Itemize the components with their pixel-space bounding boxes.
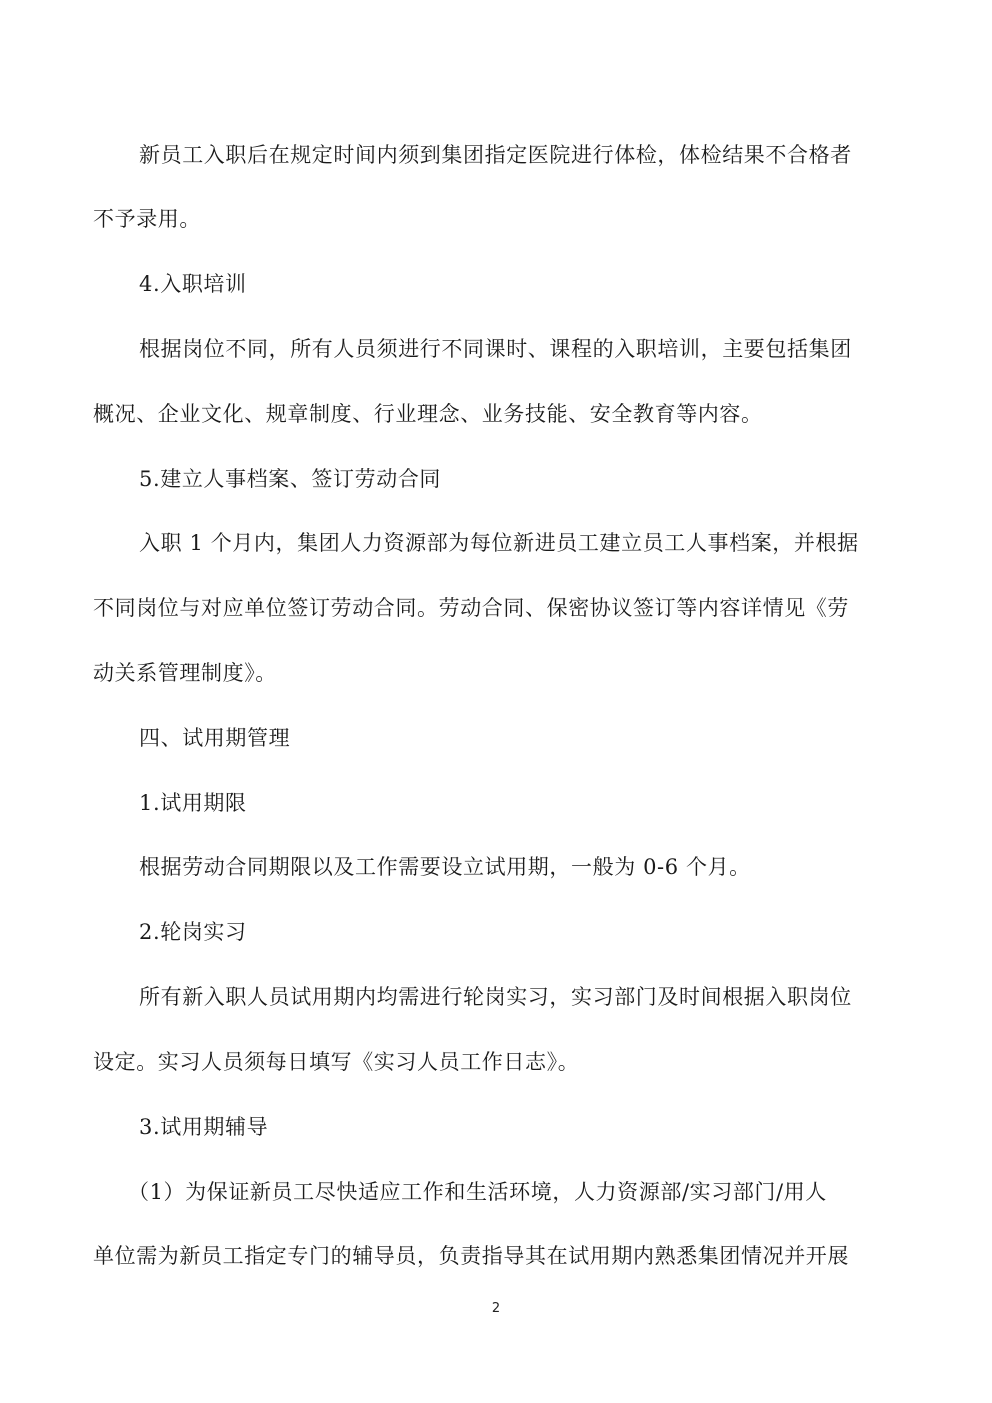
heading-probation-period: 1.试用期限 <box>139 791 247 815</box>
heading-probation-coaching: 3.试用期辅导 <box>139 1115 269 1139</box>
paragraph-medical-exam-line-2: 不予录用。 <box>93 207 201 231</box>
paragraph-personnel-file-line-1: 入职 1 个月内，集团人力资源部为每位新进员工建立员工人事档案，并根据 <box>139 531 859 555</box>
paragraph-personnel-file-line-2: 不同岗位与对应单位签订劳动合同。劳动合同、保密协议签订等内容详情见《劳 <box>93 596 849 620</box>
section-heading-probation-management: 四、试用期管理 <box>139 726 291 750</box>
paragraph-training-line-1: 根据岗位不同，所有人员须进行不同课时、课程的入职培训，主要包括集团 <box>139 337 852 361</box>
paragraph-training-line-2: 概况、企业文化、规章制度、行业理念、业务技能、安全教育等内容。 <box>93 402 763 426</box>
paragraph-personnel-file-line-3: 动关系管理制度》。 <box>93 661 277 685</box>
page-number: 2 <box>491 1301 501 1316</box>
paragraph-job-rotation-line-2: 设定。实习人员须每日填写《实习人员工作日志》。 <box>93 1050 580 1074</box>
paragraph-job-rotation-line-1: 所有新入职人员试用期内均需进行轮岗实习，实习部门及时间根据入职岗位 <box>139 985 852 1009</box>
paragraph-medical-exam-line-1: 新员工入职后在规定时间内须到集团指定医院进行体检，体检结果不合格者 <box>139 143 852 167</box>
paragraph-coaching-line-2: 单位需为新员工指定专门的辅导员，负责指导其在试用期内熟悉集团情况并开展 <box>93 1244 849 1268</box>
heading-personnel-file-contract: 5.建立人事档案、签订劳动合同 <box>139 467 442 491</box>
paragraph-probation-period: 根据劳动合同期限以及工作需要设立试用期，一般为 0-6 个月。 <box>139 855 751 879</box>
paragraph-coaching-line-1: （1）为保证新员工尽快适应工作和生活环境，人力资源部/实习部门/用人 <box>128 1180 827 1204</box>
heading-job-rotation: 2.轮岗实习 <box>139 920 247 944</box>
heading-onboarding-training: 4.入职培训 <box>139 272 247 296</box>
